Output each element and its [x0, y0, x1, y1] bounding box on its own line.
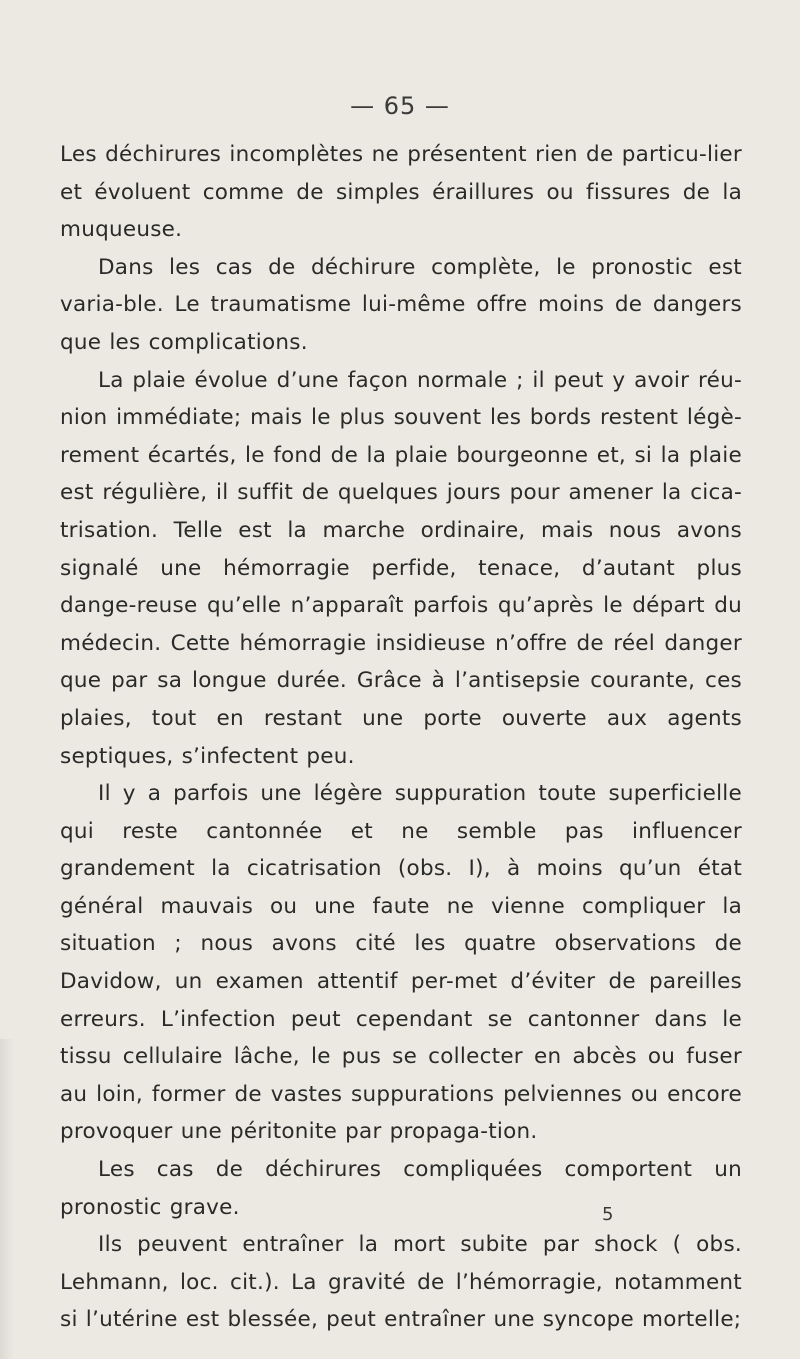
paragraph-2: Dans les cas de déchirure complète, le pronostic est varia-ble. Le traumatisme lui-même offre moins de dangers que les complications. — [60, 254, 742, 355]
page-number: — 65 — — [350, 92, 450, 120]
signature-mark: 5 — [602, 1204, 614, 1225]
paragraph-6: Ils peuvent entraîner la mort subite par shock ( obs. Lehmann, loc. cit.). La gravité de l’hémorragie, notamment si l’utérine est blessée, peut entraîner une syncope mortelle; — [60, 1232, 742, 1333]
paragraph-1: Les déchirures incomplètes ne présentent rien de particu-lier et évoluent comme de simples éraillures ou fissures de la muqueuse. — [60, 142, 742, 243]
paragraph-3: La plaie évolue d’une façon normale ; il peut y avoir réu-nion immédiate; mais le plus souvent les bords restent légè-rement écartés, le fond de la plaie bourgeonne et, si la plaie est régulière, il suffit de quelques jours pour amener la cica-trisation. Telle est la marche ordinaire, mais nous avons signalé une hémorragie perfide, tenace, d’autant plus dange-reuse qu’elle n’apparaît parfois qu’après le départ du médecin. Cette hémorragie insidieuse n’offre de réel danger que par sa longue durée. Grâce à l’antisepsie courante, ces plaies, tout en restant une porte ouverte aux agents septiques, s’infectent peu. — [60, 367, 742, 769]
scan-edge — [0, 1039, 14, 1359]
body-text — [60, 136, 742, 1339]
paragraph-4: Il y a parfois une légère suppuration toute superficielle qui reste cantonnée et ne semble pas influencer grandement la cicatrisation (obs. I), à moins qu’un état général mauvais ou une faute ne vienne compliquer la situation ; nous avons cité les quatre observations de Davidow, un examen attentif per-met d’éviter de pareilles erreurs. L’infection peut cependant se cantonner dans le tissu cellulaire lâche, le pus se collecter en abcès ou fuser au loin, former de vastes suppurations pelviennes ou encore provoquer une péritonite par propaga-tion. — [60, 781, 742, 1145]
paragraph-5: Les cas de déchirures compliquées comportent un pronostic grave. — [60, 1157, 742, 1220]
